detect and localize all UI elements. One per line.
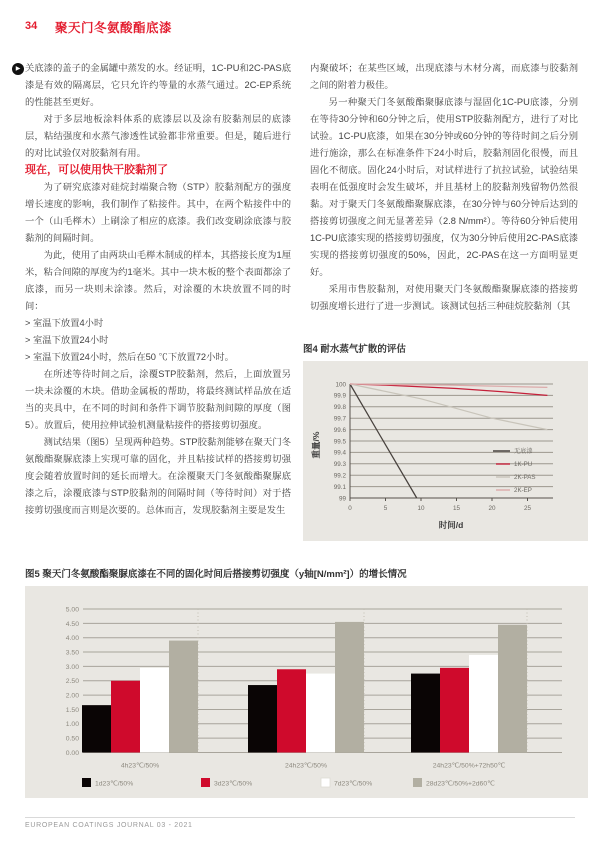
svg-text:0: 0 (348, 505, 352, 512)
svg-text:3d23℃/50%: 3d23℃/50% (214, 780, 253, 788)
svg-text:24h23℃/50%+72h50℃: 24h23℃/50%+72h50℃ (432, 762, 506, 770)
fig5-bar-3d23℃/50% (440, 668, 469, 753)
svg-text:时间/d: 时间/d (438, 520, 464, 530)
page-number: 34 (25, 20, 38, 32)
fig5-bar-3d23℃/50% (277, 669, 306, 752)
svg-text:99.3: 99.3 (333, 461, 346, 469)
left-column (25, 60, 291, 519)
svg-text:24h23℃/50%: 24h23℃/50% (284, 762, 328, 770)
right-column (310, 60, 578, 315)
paragraph: 另一种聚天门冬氨酸酯聚脲底漆与湿固化1C-PU底漆，分别在等待30分钟和60分钟之后，使用STP胶黏剂配方，进行了对比试验。1C-PU底漆，如果在30分钟或60分钟的等待时间之后分别进行施涂，那么在标准条件下24小时后，胶黏剂固化很慢，而且固化不彻底。固化24小时后，对试样进行了抗拉试验，试验结果表明在低强度时会发生破坏，并且基材上的胶黏剂残留物仍然很黏。对于聚天门冬氨酸酯聚脲底漆，在30分钟与60分钟后达到的搭接剪切强度之间无显著差异（2.8 N/mm²）。等待60分钟后使用1C-PU底漆实现的搭接剪切强度，仅为30分钟后使用2C-PAS底漆实现的搭接剪切强度的50%，因此，2C-PAS在这一方面明显更好。 (310, 97, 578, 277)
figure5 (25, 566, 588, 798)
svg-text:99.8: 99.8 (333, 404, 346, 412)
list-item: > 室温下放置24小时 (25, 335, 109, 345)
fig5-bar-1d23℃/50% (411, 674, 440, 753)
figure4 (303, 341, 588, 541)
svg-text:0.50: 0.50 (65, 735, 79, 743)
fig4-legend (493, 447, 536, 494)
list-item: > 室温下放置4小时 (25, 318, 104, 328)
svg-text:100: 100 (335, 381, 346, 389)
figure4-caption: 图4 耐水蒸气扩散的评估 (303, 344, 406, 355)
fig4-line-chart (303, 361, 588, 541)
fig4-grid (334, 381, 553, 502)
svg-text:99.2: 99.2 (333, 472, 346, 480)
paragraph: 内聚破坏；在某些区域，出现底漆与木材分离，而底漆与胶黏剂之间的附着力极佳。 (310, 63, 578, 90)
paragraph: 关底漆的盖子的金属罐中蒸发的水。经证明，1C-PU和2C-PAS底漆是有效的隔离层，它只允许约等量的水蒸气通过。2C-EP系统的性能甚至更好。 (25, 63, 291, 107)
paragraph: 采用市售胶黏剂，对使用聚天门冬氨酸酯聚脲底漆的搭接剪切强度增长进行了进一步测试。该测试包括三种硅烷胶黏剂（其 (310, 284, 578, 311)
fig5-bar-chart (25, 586, 588, 798)
svg-text:99.6: 99.6 (333, 426, 346, 434)
fig5-bar-7d23℃/50% (469, 655, 498, 753)
section-heading: 现在，可以使用快干胶黏剂了 (25, 164, 168, 176)
list-item: > 室温下放置24小时，然后在50 ℃下放置72小时。 (25, 352, 234, 362)
fig5-bar-28d23℃/50%+2d60℃ (498, 625, 527, 753)
fig5-bar-1d23℃/50% (82, 705, 111, 752)
continuation-arrow-icon: ▶ (12, 63, 24, 75)
svg-text:0.00: 0.00 (65, 749, 79, 757)
svg-text:25: 25 (523, 505, 532, 512)
paragraph: 为了研究底漆对硅烷封端聚合物（STP）胶黏剂配方的强度增长速度的影响，我们制作了粘接件。其中，在两个粘接件中的一个（山毛榉木）上刷涂了相应的底漆。我们改变刷涂底漆与胶黏剂的间隔时间。 (25, 182, 291, 243)
fig5-bar-3d23℃/50% (111, 681, 140, 753)
svg-text:4h23℃/50%: 4h23℃/50% (120, 762, 160, 770)
paragraph: 测试结果（图5）呈现两种趋势。STP胶黏剂能够在聚天门冬氨酸酯聚脲底漆上实现可靠的固化，并且粘接试样的搭接剪切强度会随着放置时间的延长而增大。在涂覆聚天门冬氨酸酯聚脲底漆之后，涂覆底漆与STP胶黏剂的间隔时间（等待时间）对于搭接剪切强度而言则是次要的。总体而言，发现胶黏剂主要是发生 (25, 437, 291, 515)
svg-text:2.00: 2.00 (65, 692, 79, 700)
paragraph: 为此，使用了由两块山毛榉木制成的样本，其搭接长度为1厘米，粘合间隙的厚度为约1毫米。其中一块木板的整个表面都涂了底漆，而另一块则未涂漆。然后，对涂覆的木块放置不同的时间： (25, 250, 291, 311)
fig5-panel (25, 586, 588, 798)
svg-text:无底漆: 无底漆 (514, 448, 533, 456)
fig5-bar-28d23℃/50%+2d60℃ (335, 622, 364, 753)
fig5-bar-7d23℃/50% (306, 674, 335, 753)
svg-text:2K-EP: 2K-EP (514, 487, 532, 495)
svg-text:1.50: 1.50 (65, 706, 79, 714)
svg-text:99.7: 99.7 (333, 415, 346, 423)
svg-text:2K-PAS: 2K-PAS (514, 474, 536, 482)
svg-text:4.50: 4.50 (65, 620, 79, 628)
svg-text:99: 99 (338, 495, 346, 503)
paragraph: 对于多层地板涂料体系的底漆层以及涂有胶黏剂层的底漆层，粘结强度和水蒸气渗透性试验都非常重要。但是，随后进行的对比试验仅对胶黏剂有用。 (25, 114, 291, 158)
footer-journal-name: EUROPEAN COATINGS JOURNAL 03 - 2021 (25, 822, 193, 829)
svg-text:5.00: 5.00 (65, 606, 79, 614)
svg-text:99.5: 99.5 (333, 438, 346, 446)
svg-text:15: 15 (452, 505, 461, 512)
fig4-series-2K-EP (350, 384, 547, 387)
svg-text:7d23℃/50%: 7d23℃/50% (334, 780, 373, 788)
paragraph: 在所述等待时间之后，涂覆STP胶黏剂，然后，上面放置另一块未涂覆的木块。借助金属板的帮助，将最终测试样品放在适当的夹具中，在不同的时间和条件下调节胶黏剂间隙的厚度（图5）。放置后，使用拉伸试验机测量粘接件的搭接剪切强度。 (25, 369, 291, 430)
footer-divider (25, 817, 575, 818)
svg-text:28d23℃/50%+2d60℃: 28d23℃/50%+2d60℃ (426, 780, 495, 788)
svg-text:4.00: 4.00 (65, 635, 79, 643)
svg-text:2.50: 2.50 (65, 678, 79, 686)
page-title: 聚天门冬氨酸酯底漆 (55, 21, 173, 35)
fig5-bar-28d23℃/50%+2d60℃ (169, 641, 198, 753)
svg-text:重量/%: 重量/% (311, 431, 321, 459)
svg-text:3.50: 3.50 (65, 649, 79, 657)
fig5-legend (82, 778, 495, 788)
svg-text:3.00: 3.00 (65, 663, 79, 671)
svg-text:1.00: 1.00 (65, 721, 79, 729)
svg-text:1K-PU: 1K-PU (514, 461, 533, 469)
svg-text:99.1: 99.1 (333, 483, 346, 491)
figure5-caption: 图5 聚天门冬氨酸酯聚脲底漆在不同的固化时间后搭接剪切强度（y轴[N/mm²]）的增长情况 (25, 569, 407, 580)
fig5-bar-7d23℃/50% (140, 668, 169, 753)
svg-text:99.4: 99.4 (333, 449, 346, 457)
svg-text:5: 5 (383, 505, 388, 512)
svg-text:10: 10 (417, 505, 425, 512)
fig4-panel (303, 361, 588, 541)
svg-text:20: 20 (488, 505, 496, 512)
svg-text:1d23℃/50%: 1d23℃/50% (95, 780, 134, 788)
fig5-bar-1d23℃/50% (248, 685, 277, 752)
svg-text:99.9: 99.9 (333, 392, 346, 400)
